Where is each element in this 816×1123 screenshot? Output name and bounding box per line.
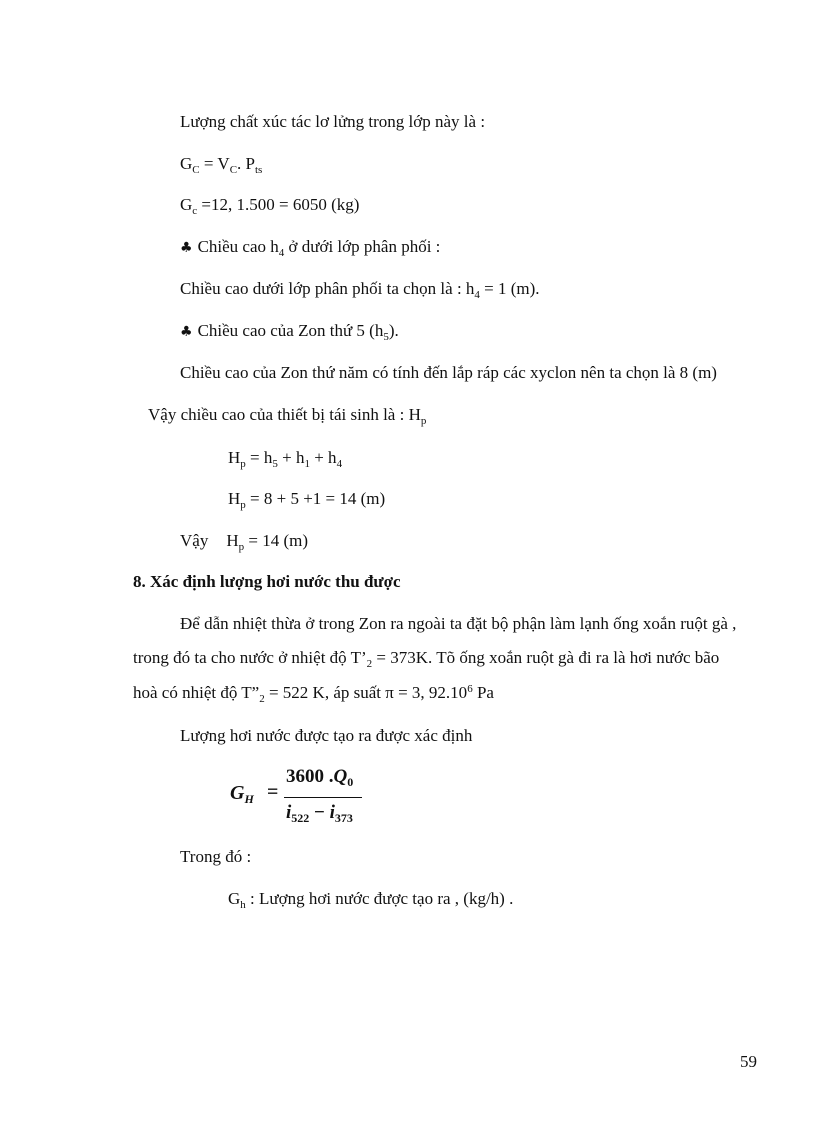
paragraph-line: hoà có nhiệt độ $T”_2 = 522$ K, áp suất π = 3, 92.10$^6$ Pa	[133, 683, 494, 705]
club-icon: ♣	[180, 240, 193, 256]
equation-gc: $G_C = V_C$. $P_{ts}$	[180, 154, 263, 176]
paragraph-line: trong đó ta cho nước ở nhiệt độ $T’_2 = 373K$. Tõ ống xoắn ruột gà đi ra là hơi nước bão	[133, 648, 720, 670]
formula-denominator: $i_{522} - i_{373}$	[286, 802, 353, 825]
equation-gc-value: $G_c =12$, 1.500 = 6050 (kg)	[180, 195, 360, 217]
bullet-item: ♣ Chiều cao của Zon thứ 5 $(h_5)$.	[180, 321, 399, 343]
formula-lhs: $G_H$	[230, 782, 254, 806]
formula-numerator: 3600 $.Q_0$	[286, 766, 354, 789]
text-line: Vậy chiều cao của thiết bị tái sinh là : $H_p$	[148, 405, 427, 427]
fraction-bar	[284, 797, 362, 798]
equation-hp-value: $H_p = 8 + 5 +1 = 14$ (m)	[228, 489, 386, 511]
section-heading: 8. Xác định lượng hơi nước thu được	[133, 572, 401, 591]
formula-gh	[230, 766, 370, 826]
page-number: 59	[740, 1052, 757, 1071]
formula-equals: =	[267, 781, 279, 803]
paragraph-line: Để dẫn nhiệt thừa ở trong Zon ra ngoài ta đặt bộ phận làm lạnh ống xoắn ruột gà ,	[180, 614, 737, 633]
text-line: Lượng hơi nước được tạo ra được xác định	[180, 726, 473, 745]
equation-hp-result: Vậy $H_p = 14$ (m)	[180, 531, 308, 553]
text-line: Trong đó :	[180, 847, 252, 866]
bullet-item: ♣ Chiều cao $h_4$ ở dưới lớp phân phối :	[180, 237, 441, 259]
text-line: Chiều cao dưới lớp phân phối ta chọn là : $h_4 = 1$ (m).	[180, 279, 540, 301]
definition-line: $G_h$ : Lượng hơi nước được tạo ra , (kg/h) .	[228, 889, 514, 911]
club-icon: ♣	[180, 324, 193, 340]
text-line: Chiều cao của Zon thứ năm có tính đến lắp ráp các xyclon nên ta chọn là 8 (m)	[180, 363, 717, 382]
equation-hp: $H_p = h_5 + h_1 + h_4$	[228, 448, 343, 470]
text-line: Lượng chất xúc tác lơ lửng trong lớp này là :	[180, 112, 486, 131]
